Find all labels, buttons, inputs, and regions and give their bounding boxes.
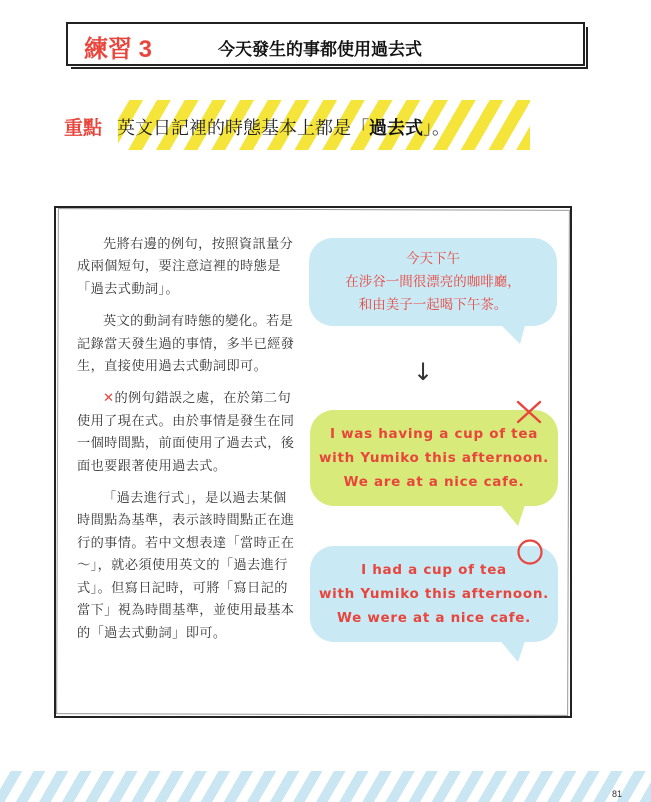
wrong-line-3: We are at a nice cafe. [343, 474, 525, 490]
bubble-tail-2 [498, 502, 528, 528]
inline-x-mark-icon: ✕ [103, 391, 115, 407]
chinese-line-3: 和由美子一起喝下午茶。 [358, 297, 508, 313]
circle-mark-icon [516, 538, 544, 566]
bubble-tail-3 [498, 638, 528, 664]
x-mark-icon [515, 399, 543, 425]
correct-line-2: with Yumiko this afternoon. [318, 586, 550, 602]
chinese-line-1: 今天下午 [406, 251, 460, 267]
down-arrow-icon: ↓ [413, 358, 434, 386]
point-bracket-close: 」 [423, 118, 432, 139]
point-sentence [117, 114, 450, 140]
chinese-sentence-bubble [309, 238, 557, 326]
bubble-tail-1 [498, 322, 528, 346]
explanation-paragraph-1: 先將右邊的例句，按照資訊量分成兩個短句，要注意這裡的時態是「過去式動詞」。 [77, 237, 294, 297]
chinese-line-2: 在涉谷一間很漂亮的咖啡廳， [345, 274, 521, 290]
point-text-before: 英文日記裡的時態基本上都是 [117, 118, 351, 139]
point-bracket-open: 「 [351, 118, 369, 139]
point-label: 重點 [64, 117, 103, 139]
exercise-header [66, 22, 585, 66]
wrong-line-1: I was having a cup of tea [329, 426, 539, 442]
explanation-paragraph-3 [77, 388, 295, 478]
explanation-paragraph-2: 英文的動詞有時態的變化。若是記錄當天發生過的事情，多半已經發生，直接使用過去式動詞即可。 [77, 314, 295, 375]
exercise-title: 今天發生的事都使用過去式 [218, 40, 422, 60]
correct-line-3: We were at a nice cafe. [337, 610, 531, 626]
footer-stripe [0, 771, 651, 802]
correct-line-1: I had a cup of tea [361, 562, 507, 578]
wrong-line-2: with Yumiko this afternoon. [318, 450, 550, 466]
point-emphasis: 過去式 [369, 118, 423, 139]
explanation-paragraph-4: 「過去進行式」，是以過去某個時間點為基準，表示該時間點正在進行的事情。若中文想表達「當時正在～」，就必須使用英文的「過去進行式」。但寫日記時，可將「寫日記的當下」視為時間基準，並使用最基本的「過去式動詞」即可。 [77, 491, 295, 641]
explanation-paragraph-3-text: 的例句錯誤之處，在於第二句使用了現在式。由於事情是發生在同一個時間點，前面使用了過去式，後面也要跟著使用過去式。 [77, 391, 295, 474]
explanation-column [77, 234, 295, 655]
point-text-after: 。 [432, 118, 450, 139]
page-number: 81 [612, 789, 623, 799]
exercise-label: 練習 3 [84, 36, 153, 63]
